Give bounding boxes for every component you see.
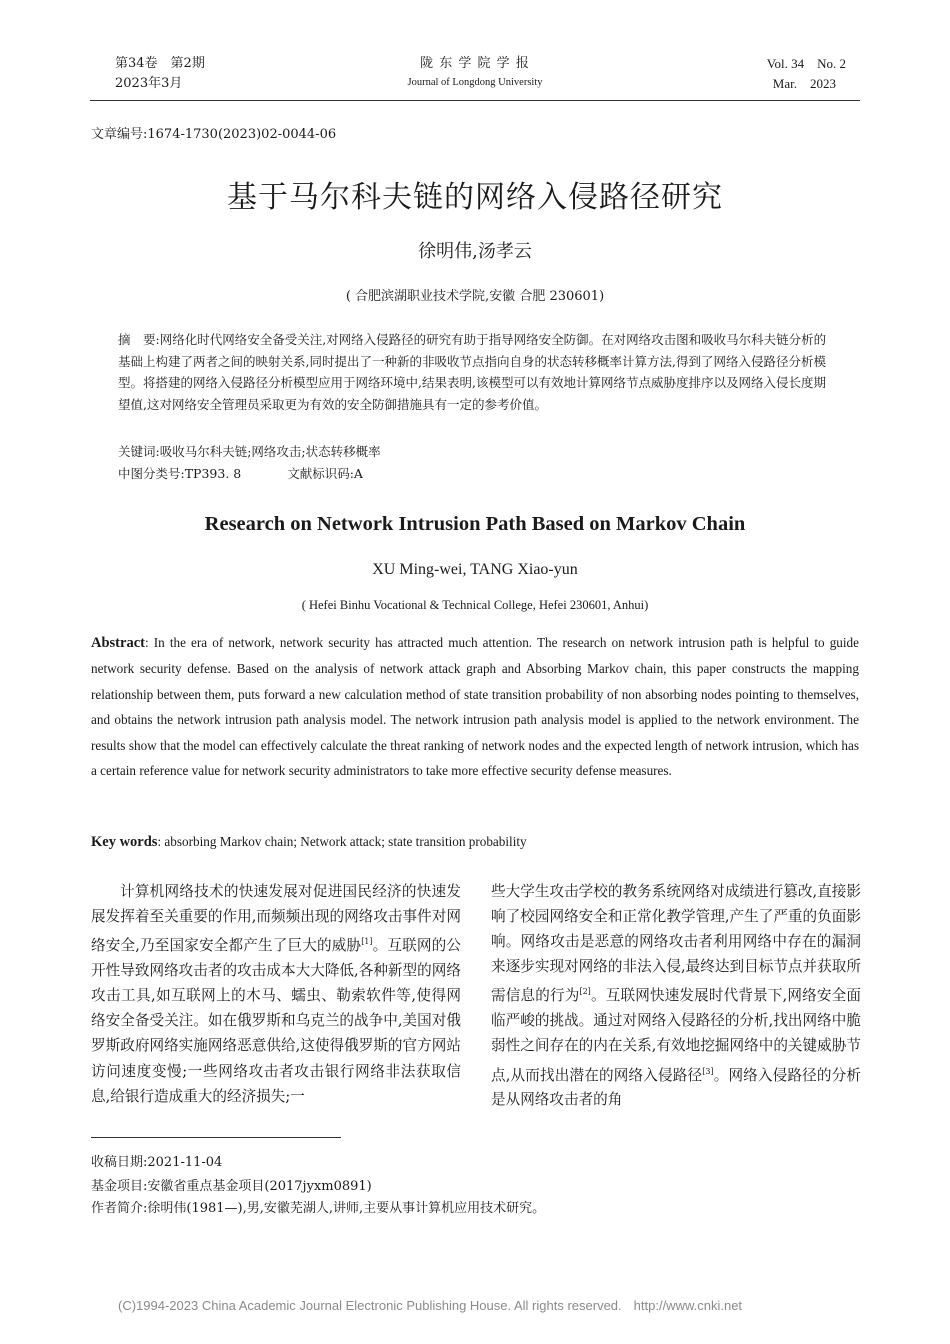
title-en: Research on Network Intrusion Path Based on Markov Chain xyxy=(204,513,746,535)
body-text: 计算机网络技术的快速发展对促进国民经济的快速发展发挥着至关重要的作用,而频频出现的网络攻击事件对网络安全,乃至国家安全都产生了巨大的威胁 xyxy=(91,883,461,955)
authors-cn: 徐明伟,汤孝云 xyxy=(418,241,532,262)
keywords-en-text: : absorbing Markov chain; Network attack; state transition probability xyxy=(157,834,527,849)
header-rule xyxy=(90,100,860,101)
keywords-cn: 关键词:吸收马尔科夫链;网络攻击;状态转移概率 xyxy=(118,444,381,459)
copyright-url: http://www.cnki.net xyxy=(633,1298,743,1313)
abstract-en-label: Abstract xyxy=(91,635,145,651)
body-text: 。互联网的公开性导致网络攻击者的攻击成本大大降低,各种新型的网络攻击工具,如互联网上的木马、蠕虫、勒索软件等,使得网络安全备受关注。如在俄罗斯和乌克兰的战争中,美国对俄罗斯政府网络实施网络恶意供给,这使得俄罗斯的官方网站访问速度变慢;一些网络攻击者攻击银行网络非法获取信息,给银行造成重大的经济损失;一 xyxy=(91,937,461,1105)
footnote-received: 收稿日期:2021-11-04 xyxy=(91,1155,223,1170)
header-volume-issue: 第34卷 第2期 xyxy=(115,56,205,71)
header-date-cn: 2023年3月 xyxy=(115,76,183,91)
body-text: 。互联网快速发展时代背景下,网络安全面临严峻的挑战。通过对网络入侵路径的分析,找出网络中脆弱性之间存在的内在关系,有效地挖掘网络中的关键威胁节点,从而找出潜在的网络入侵路径 xyxy=(491,987,861,1084)
keywords-en-label: Key words xyxy=(91,834,158,850)
classification-line xyxy=(118,463,363,485)
title-cn: 基于马尔科夫链的网络入侵路径研究 xyxy=(227,180,723,215)
citation-ref: [1] xyxy=(361,937,373,947)
abstract-cn-text: 摘 要:网络化时代网络安全备受关注,对网络入侵路径的研究有助于指导网络安全防御。在对网络攻击图和吸收马尔科夫链分析的基础上构建了两者之间的映射关系,同时提出了一种新的非吸收节点指向自身的状态转移概率计算方法,得到了网络入侵路径分析模型。将搭建的网络入侵路径分析模型应用于网络环境中,结果表明,该模型可以有效地计算网络节点威胁度排序以及网络入侵长度期望值,这对网络安全管理员采取更为有效的安全防御措施具有一定的参考价值。 xyxy=(118,332,827,412)
citation-ref: [3] xyxy=(702,1066,714,1076)
footnote-author-bio: 作者简介:徐明伟(1981—),男,安徽芜湖人,讲师,主要从事计算机应用技术研究。 xyxy=(91,1201,546,1216)
citation-ref: [2] xyxy=(579,987,591,997)
abstract-en-text: : In the era of network, network security has attracted much attention. The research on network intrusion path is helpful to guide network security defense. Based on the analysis of network attack graph and Absorbing Markov chain, this paper constructs the mapping relationship between them, puts forward a new calculation method of state transition probability of non absorbing nodes pointing to themselves, and obtains the network intrusion path analysis model. The network intrusion path analysis model is applied to the network environment. The results show that the model can effectively calculate the threat ranking of network nodes and the expected length of network intrusion, which has a certain reference value for network security administrators to take more effective security defense measures. xyxy=(91,635,859,779)
header-vol-no-en: Vol. 34 No. 2 xyxy=(766,56,846,71)
copyright-text: (C)1994-2023 China Academic Journal Electronic Publishing House. All rights reserved. xyxy=(118,1298,622,1313)
abstract-cn xyxy=(118,329,838,415)
body-column-left xyxy=(91,879,461,1109)
journal-name-cn: 陇 东 学 院 学 报 xyxy=(420,56,530,71)
journal-name-en: Journal of Longdong University xyxy=(407,77,543,88)
abstract-en xyxy=(91,630,859,783)
affiliation-cn: ( 合肥滨湖职业技术学院,安徽 合肥 230601) xyxy=(345,289,605,304)
authors-en: XU Ming-wei, TANG Xiao-yun xyxy=(372,561,578,578)
header-date-en: Mar. 2023 xyxy=(772,76,836,91)
body-column-right xyxy=(491,879,861,1113)
body-text: 。网络入侵路径的分析是从网络攻击者的角 xyxy=(491,1066,861,1109)
clc-number: 中图分类号:TP393. 8 xyxy=(118,466,242,481)
doc-code: 文献标识码:A xyxy=(287,466,363,481)
body-text: 些大学生攻击学校的教务系统网络对成绩进行篡改,直接影响了校园网络安全和正常化教学管理,产生了严重的负面影响。网络攻击是恶意的网络攻击者利用网络中存在的漏洞来逐步实现对网络的非法入侵,最终达到目标节点并获取所需信息的行为 xyxy=(491,883,861,1005)
affiliation-en: ( Hefei Binhu Vocational & Technical College, Hefei 230601, Anhui) xyxy=(301,598,649,612)
keywords-en xyxy=(91,831,527,853)
article-number: 文章编号:1674-1730(2023)02-0044-06 xyxy=(91,127,337,142)
footnote-rule xyxy=(91,1137,341,1138)
footnote-fund: 基金项目:安徽省重点基金项目(2017jyxm0891) xyxy=(91,1179,372,1194)
copyright-line xyxy=(118,1298,742,1313)
